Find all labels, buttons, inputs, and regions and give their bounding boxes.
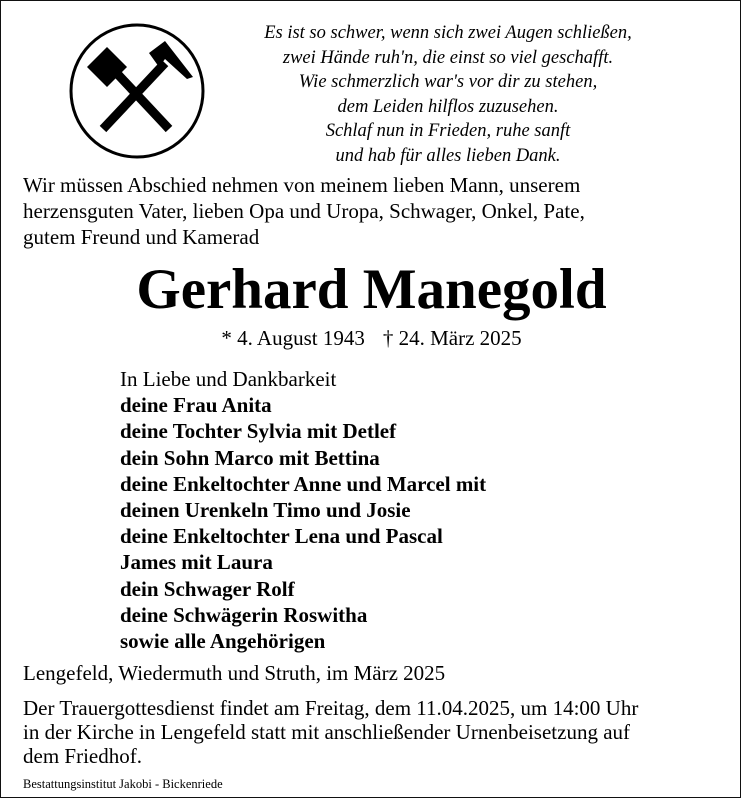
poem-line: und hab für alles lieben Dank. [335,145,561,166]
mourner-line: James mit Laura [120,550,273,575]
birth-date: * 4. August 1943 [221,326,365,350]
mourners-list [120,366,720,654]
intro-line: Wir müssen Abschied nehmen von meinem lieben Mann, unserem [23,173,581,197]
mourner-line: deine Enkeltochter Anne und Marcel mit [120,471,487,496]
poem-line: dem Leiden hilflos zuzusehen. [337,96,559,117]
poem-line: Es ist so schwer, wenn sich zwei Augen schließen, [264,23,632,43]
poem-line: zwei Hände ruh'n, die einst so viel geschafft. [282,47,614,68]
hammer-and-pick-icon [69,23,205,159]
intro-line: gutem Freund und Kamerad [23,225,260,249]
mourner-line: dein Sohn Marco mit Bettina [120,445,380,470]
intro-text [23,172,723,250]
death-date: † 24. März 2025 [382,326,522,350]
undertaker-credit: Bestattungsinstitut Jakobi - Bickenriede [23,777,223,791]
mourner-line: deine Schwägerin Roswitha [120,602,368,627]
mourner-line: deine Frau Anita [120,393,272,418]
mourner-line: deine Tochter Sylvia mit Detlef [120,419,397,444]
intro-line: herzensguten Vater, lieben Opa und Uropa, Schwager, Onkel, Pate, [23,199,585,223]
mourner-line: deine Enkeltochter Lena und Pascal [120,524,443,549]
mourner-line: sowie alle Angehörigen [120,629,326,654]
place-and-date: Lengefeld, Wiedermuth und Struth, im März 2025 [23,661,446,685]
mourners-heading: In Liebe und Dankbarkeit [120,367,337,391]
life-dates [1,325,742,351]
deceased-name: Gerhard Manegold [136,258,607,321]
service-line: in der Kirche in Lengefeld statt mit anschließender Urnenbeisetzung auf [23,720,631,744]
poem-line: Wie schmerzlich war's vor dir zu stehen, [298,72,598,92]
service-info [23,696,723,768]
service-line: Der Trauergottesdienst findet am Freitag, dem 11.04.2025, um 14:00 Uhr [23,696,639,720]
poem-line: Schlaf nun in Frieden, ruhe sanft [325,121,571,141]
service-line: dem Friedhof. [23,744,142,768]
poem [223,21,673,168]
mourner-line: dein Schwager Rolf [120,576,295,601]
mourner-line: deinen Urenkeln Timo und Josie [120,498,411,523]
